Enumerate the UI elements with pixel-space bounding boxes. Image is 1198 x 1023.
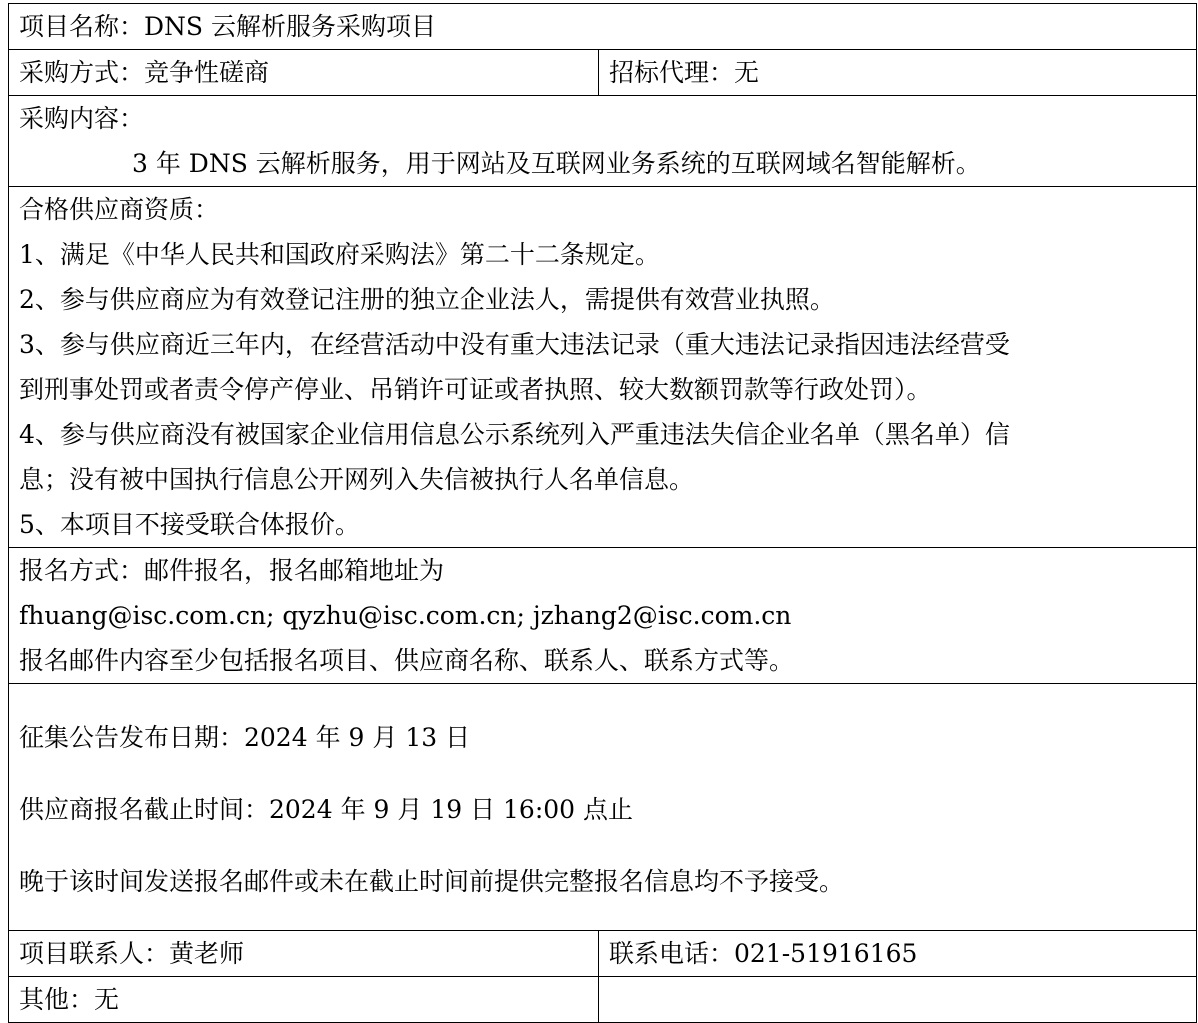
method-label: 采购方式： xyxy=(19,58,145,87)
content-text: 3 年 DNS 云解析服务，用于网站及互联网业务系统的互联网域名智能解析。 xyxy=(132,149,981,178)
other-row xyxy=(9,977,1197,1023)
registration-cell xyxy=(9,548,1197,684)
method-value: 竞争性磋商 xyxy=(144,58,270,87)
contact-phone-cell xyxy=(599,931,1197,977)
contact-row xyxy=(9,931,1197,977)
other-empty-cell xyxy=(599,977,1197,1023)
project-name-label: 项目名称： xyxy=(19,12,145,41)
project-name-value: DNS 云解析服务采购项目 xyxy=(144,12,437,41)
contact-phone: 联系电话：021-51916165 xyxy=(609,939,918,968)
method-agent-row xyxy=(9,50,1197,96)
qualification-item: 5、本项目不接受联合体报价。 xyxy=(19,510,360,539)
qualification-item: 3、参与供应商近三年内，在经营活动中没有重大违法记录（重大违法记录指因违法经营受 xyxy=(19,330,1010,359)
registration-content-note: 报名邮件内容至少包括报名项目、供应商名称、联系人、联系方式等。 xyxy=(19,646,795,675)
late-submission-note: 晚于该时间发送报名邮件或未在截止时间前提供完整报名信息均不予接受。 xyxy=(19,867,845,896)
project-name-row xyxy=(9,4,1197,50)
registration-method-text: 报名方式：邮件报名，报名邮箱地址为 xyxy=(19,556,445,585)
qualification-cell xyxy=(9,187,1197,548)
qualification-item: 4、参与供应商没有被国家企业信用信息公示系统列入严重违法失信企业名单（黑名单）信 xyxy=(19,420,1010,449)
procurement-method-cell xyxy=(9,50,599,96)
registration-deadline: 供应商报名截止时间：2024 年 9 月 19 日 16:00 点止 xyxy=(19,795,634,824)
qualification-item: 息；没有被中国执行信息公开网列入失信被执行人名单信息。 xyxy=(19,465,695,494)
qualification-row xyxy=(9,187,1197,548)
agent-label: 招标代理： xyxy=(609,58,735,87)
dates-row xyxy=(9,684,1197,931)
qualification-heading: 合格供应商资质： xyxy=(19,195,220,224)
contact-person: 项目联系人：黄老师 xyxy=(19,939,245,968)
agent-cell xyxy=(599,50,1197,96)
content-row xyxy=(9,96,1197,187)
publish-date: 征集公告发布日期：2024 年 9 月 13 日 xyxy=(19,723,471,752)
project-name-cell xyxy=(9,4,1197,50)
content-cell xyxy=(9,96,1197,187)
registration-row xyxy=(9,548,1197,684)
procurement-form-table xyxy=(8,3,1197,1023)
other-text: 其他：无 xyxy=(19,985,120,1014)
agent-value: 无 xyxy=(734,58,760,87)
qualification-item: 到刑事处罚或者责令停产停业、吊销许可证或者执照、较大数额罚款等行政处罚）。 xyxy=(19,375,932,404)
other-cell xyxy=(9,977,599,1023)
contact-person-cell xyxy=(9,931,599,977)
qualification-item: 1、满足《中华人民共和国政府采购法》第二十二条规定。 xyxy=(19,240,660,269)
dates-cell xyxy=(9,684,1197,931)
registration-emails: fhuang@isc.com.cn; qyzhu@isc.com.cn; jzhang2@isc.com.cn xyxy=(19,601,792,630)
qualification-item: 2、参与供应商应为有效登记注册的独立企业法人，需提供有效营业执照。 xyxy=(19,285,835,314)
content-label: 采购内容： xyxy=(19,104,145,133)
